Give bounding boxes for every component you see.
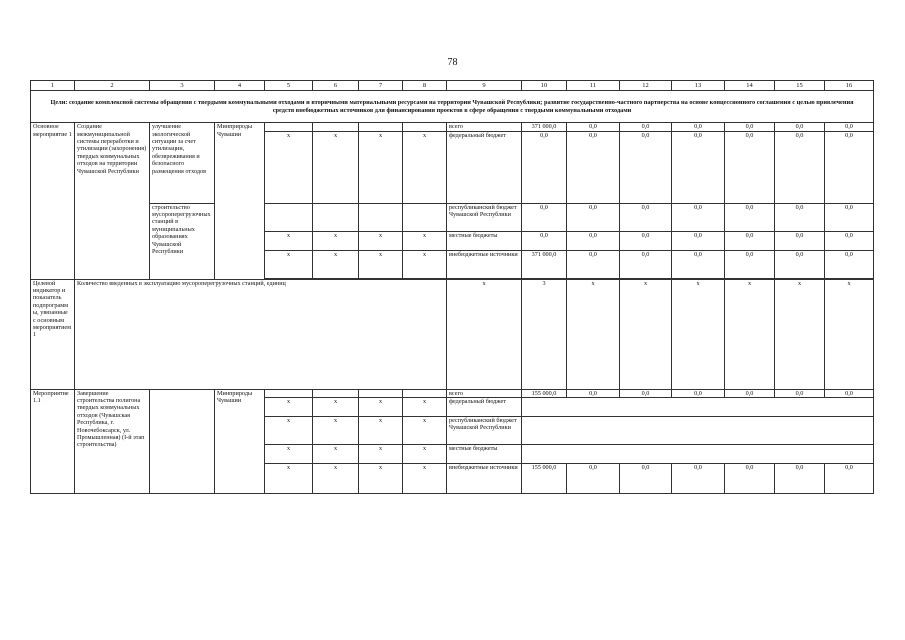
code-cell: x — [265, 131, 313, 203]
event-task — [150, 389, 215, 493]
value-cell: 0,0 — [620, 203, 672, 231]
code-cell: x — [313, 250, 359, 278]
value-cell: 0,0 — [567, 203, 620, 231]
code-cell — [313, 203, 359, 231]
code-cell — [265, 123, 313, 131]
event-type: Основное мероприятие 1 — [31, 123, 75, 279]
indicator-col9: x — [447, 279, 522, 389]
goal-text: Цели: создание комплексной системы обращения с твердыми коммунальными отходами и вторичными материальными ресурсами на территории Чувашской Республики; развитие государственно-частного партнерства на основе концессионного соглашения с целью привлечения средств внебюджетных источников для финансирования проектов в сфере обращения с твердыми коммунальными отходами — [31, 91, 874, 123]
value-cell: 155 000,0 — [522, 464, 567, 494]
event-name: Завершение строительства полигона твердых коммунальных отходов (Чувашская Республика, г. Новочебоксарск, ул. Промышленная) (I-й этап строительства) — [75, 389, 150, 493]
col-number: 4 — [215, 81, 265, 91]
value-cell: 0,0 — [672, 203, 725, 231]
col-number: 8 — [403, 81, 447, 91]
value-cell: 0,0 — [672, 123, 725, 131]
value-cell: 0,0 — [567, 250, 620, 278]
code-cell — [313, 389, 359, 397]
indicator-text: Количество введенных в эксплуатацию мусороперегрузочных станций, единиц — [75, 279, 447, 389]
code-cell: x — [403, 231, 447, 250]
code-cell: x — [313, 231, 359, 250]
col-number: 5 — [265, 81, 313, 91]
value-cell: 0,0 — [725, 250, 775, 278]
code-cell: x — [265, 231, 313, 250]
value-cell: 0,0 — [567, 464, 620, 494]
funding-source: республиканский бюджет Чувашской Республики — [447, 417, 522, 445]
table-row — [31, 389, 874, 397]
code-cell: x — [359, 398, 403, 417]
col-number: 2 — [75, 81, 150, 91]
funding-source: местные бюджеты — [447, 445, 522, 464]
code-cell: x — [359, 250, 403, 278]
value-cell: 0,0 — [567, 123, 620, 131]
value-cell: 0,0 — [672, 464, 725, 494]
code-cell: x — [265, 464, 313, 494]
event-task: улучшение экологической ситуации за счет утилизации, обезвреживания и безопасного размещения отходов — [150, 123, 215, 203]
code-cell: x — [265, 250, 313, 278]
code-cell: x — [359, 131, 403, 203]
event-task: строительство мусороперегрузочных станций в муниципальных образованиях Чувашской Республики — [150, 203, 215, 279]
value-cell: 155 000,0 — [522, 389, 567, 397]
code-cell: x — [403, 131, 447, 203]
empty-values — [522, 445, 874, 464]
code-cell — [403, 123, 447, 131]
code-cell: x — [359, 231, 403, 250]
col-number: 15 — [775, 81, 825, 91]
value-cell: 0,0 — [825, 389, 874, 397]
col-number: 6 — [313, 81, 359, 91]
goal-row — [31, 91, 874, 123]
col-number: 11 — [567, 81, 620, 91]
indicator-value: x — [620, 279, 672, 389]
value-cell: 0,0 — [620, 231, 672, 250]
value-cell: 0,0 — [672, 389, 725, 397]
value-cell: 0,0 — [725, 203, 775, 231]
code-cell: x — [403, 464, 447, 494]
col-number: 12 — [620, 81, 672, 91]
value-cell: 0,0 — [775, 250, 825, 278]
value-cell: 0,0 — [672, 231, 725, 250]
code-cell: x — [403, 417, 447, 445]
event-name: Создание межмуниципальной системы переработки и утилизации (захоронения) твердых коммунальных отходов на территории Чувашской Республики — [75, 123, 150, 279]
code-cell: x — [403, 445, 447, 464]
col-number: 13 — [672, 81, 725, 91]
code-cell: x — [265, 445, 313, 464]
value-cell: 0,0 — [775, 131, 825, 203]
code-cell: x — [313, 398, 359, 417]
program-table — [30, 80, 874, 494]
indicator-value: x — [775, 279, 825, 389]
indicator-value: x — [567, 279, 620, 389]
table-row — [31, 123, 874, 131]
value-cell: 0,0 — [620, 389, 672, 397]
code-cell — [403, 203, 447, 231]
value-cell: 0,0 — [825, 123, 874, 131]
value-cell: 0,0 — [775, 389, 825, 397]
funding-source: федеральный бюджет — [447, 131, 522, 203]
col-number: 16 — [825, 81, 874, 91]
code-cell — [359, 123, 403, 131]
code-cell — [313, 123, 359, 131]
code-cell: x — [403, 398, 447, 417]
value-cell: 0,0 — [672, 131, 725, 203]
code-cell: x — [313, 131, 359, 203]
value-cell: 0,0 — [567, 231, 620, 250]
value-cell: 0,0 — [522, 231, 567, 250]
funding-source: республиканский бюджет Чувашской Республики — [447, 203, 522, 231]
col-number: 10 — [522, 81, 567, 91]
code-cell: x — [313, 417, 359, 445]
code-cell: x — [359, 464, 403, 494]
value-cell: 0,0 — [725, 389, 775, 397]
column-number-row — [31, 81, 874, 91]
code-cell — [265, 389, 313, 397]
value-cell: 371 000,0 — [522, 250, 567, 278]
value-cell: 0,0 — [725, 231, 775, 250]
value-cell: 0,0 — [775, 231, 825, 250]
indicator-value: x — [725, 279, 775, 389]
empty-values — [522, 398, 874, 417]
value-cell: 0,0 — [775, 123, 825, 131]
value-cell: 0,0 — [725, 123, 775, 131]
value-cell: 0,0 — [567, 131, 620, 203]
value-cell: 0,0 — [620, 131, 672, 203]
indicator-value: x — [825, 279, 874, 389]
code-cell: x — [313, 445, 359, 464]
funding-source: местные бюджеты — [447, 231, 522, 250]
col-number: 7 — [359, 81, 403, 91]
value-cell: 0,0 — [672, 250, 725, 278]
indicator-label: Целевой индикатор и показатель подпрограммы, увязанные с основным мероприятием 1 — [31, 279, 75, 389]
funding-source: внебюджетные источники — [447, 250, 522, 278]
value-cell: 0,0 — [825, 231, 874, 250]
indicator-value: x — [672, 279, 725, 389]
event-executor: Минприроды Чувашии — [215, 389, 265, 493]
value-cell: 0,0 — [825, 250, 874, 278]
value-cell: 0,0 — [825, 464, 874, 494]
col-number: 1 — [31, 81, 75, 91]
value-cell: 0,0 — [567, 389, 620, 397]
code-cell: x — [265, 417, 313, 445]
value-cell: 0,0 — [725, 131, 775, 203]
col-number: 9 — [447, 81, 522, 91]
value-cell: 0,0 — [775, 464, 825, 494]
indicator-value: 3 — [522, 279, 567, 389]
code-cell: x — [265, 398, 313, 417]
indicator-row — [31, 279, 874, 389]
funding-source: федеральный бюджет — [447, 398, 522, 417]
value-cell: 0,0 — [620, 464, 672, 494]
code-cell — [403, 389, 447, 397]
empty-values — [522, 417, 874, 445]
code-cell — [359, 389, 403, 397]
value-cell: 0,0 — [620, 123, 672, 131]
code-cell: x — [403, 250, 447, 278]
value-cell: 0,0 — [825, 203, 874, 231]
table-row — [31, 203, 874, 231]
code-cell — [359, 203, 403, 231]
code-cell: x — [359, 445, 403, 464]
code-cell: x — [359, 417, 403, 445]
code-cell: x — [313, 464, 359, 494]
funding-source: внебюджетные источники — [447, 464, 522, 494]
page-number: 78 — [447, 57, 458, 68]
event-executor: Минприроды Чувашии — [215, 123, 265, 279]
value-cell: 0,0 — [725, 464, 775, 494]
col-number: 3 — [150, 81, 215, 91]
value-cell: 0,0 — [522, 203, 567, 231]
event-type: Мероприятие 1.1 — [31, 389, 75, 493]
funding-source: всего — [447, 123, 522, 131]
value-cell: 0,0 — [825, 131, 874, 203]
code-cell — [265, 203, 313, 231]
value-cell: 0,0 — [620, 250, 672, 278]
funding-source: всего — [447, 389, 522, 397]
value-cell: 0,0 — [775, 203, 825, 231]
value-cell: 0,0 — [522, 131, 567, 203]
col-number: 14 — [725, 81, 775, 91]
value-cell: 371 000,0 — [522, 123, 567, 131]
